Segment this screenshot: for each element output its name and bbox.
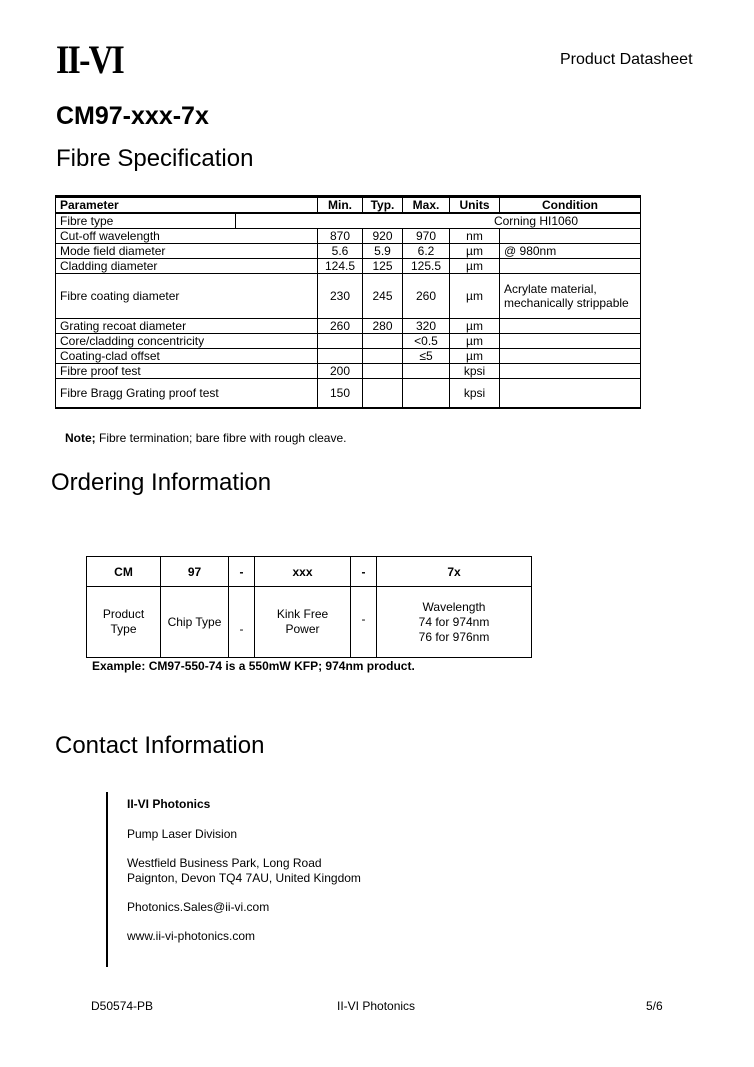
footer-page-number: 5/6 xyxy=(646,999,663,1013)
cell-units: kpsi xyxy=(450,379,500,409)
cell-parameter: Mode field diameter xyxy=(56,244,318,259)
table-header-row xyxy=(56,197,641,214)
cell-min: 150 xyxy=(318,379,363,409)
cell-typ: 125 xyxy=(363,259,403,274)
order-desc-cell: Wavelength 74 for 974nm 76 for 976nm xyxy=(377,587,532,658)
table-row xyxy=(56,274,641,319)
spec-note xyxy=(65,431,346,445)
note-text: Fibre termination; bare fibre with rough cleave. xyxy=(95,431,347,445)
cell-parameter: Coating-clad offset xyxy=(56,349,318,364)
cell-parameter: Fibre coating diameter xyxy=(56,274,318,319)
table-row xyxy=(56,364,641,379)
footer-doc-number: D50574-PB xyxy=(91,999,154,1013)
cell-condition xyxy=(500,229,641,244)
table-row xyxy=(56,229,641,244)
table-row xyxy=(56,334,641,349)
cell-min: 870 xyxy=(318,229,363,244)
cell-parameter: Fibre proof test xyxy=(56,364,318,379)
cell-condition xyxy=(500,349,641,364)
col-header-condition: Condition xyxy=(500,197,641,214)
cell-typ xyxy=(363,349,403,364)
cell-typ: 245 xyxy=(363,274,403,319)
doc-type-label: Product Datasheet xyxy=(560,51,693,68)
fibre-type-label: Fibre type xyxy=(56,213,236,229)
cell-parameter: Grating recoat diameter xyxy=(56,319,318,334)
cell-max: <0.5 xyxy=(403,334,450,349)
col-header-parameter: Parameter xyxy=(56,197,318,214)
cell-max: 970 xyxy=(403,229,450,244)
cell-condition xyxy=(500,379,641,409)
col-header-max: Max. xyxy=(403,197,450,214)
cell-parameter: Cladding diameter xyxy=(56,259,318,274)
cell-max: 320 xyxy=(403,319,450,334)
cell-condition xyxy=(500,364,641,379)
contact-divider xyxy=(106,792,108,967)
cell-typ: 280 xyxy=(363,319,403,334)
ordering-code-table xyxy=(86,556,532,658)
col-header-typ: Typ. xyxy=(363,197,403,214)
contact-address-line1: Westfield Business Park, Long Road xyxy=(127,856,322,870)
cell-units: µm xyxy=(450,334,500,349)
col-header-units: Units xyxy=(450,197,500,214)
table-row xyxy=(56,379,641,409)
order-code-cell: - xyxy=(229,557,255,587)
ordering-example: Example: CM97-550-74 is a 550mW KFP; 974nm product. xyxy=(92,659,415,673)
contact-division: Pump Laser Division xyxy=(127,827,238,841)
table-row xyxy=(56,259,641,274)
contact-company: II-VI Photonics xyxy=(127,797,211,811)
cell-units: µm xyxy=(450,349,500,364)
cell-typ xyxy=(363,334,403,349)
cell-max: 125.5 xyxy=(403,259,450,274)
cell-min: 200 xyxy=(318,364,363,379)
cell-condition: @ 980nm xyxy=(500,244,641,259)
cell-max: 6.2 xyxy=(403,244,450,259)
cell-max: ≤5 xyxy=(403,349,450,364)
col-header-min: Min. xyxy=(318,197,363,214)
cell-units: µm xyxy=(450,319,500,334)
footer-company: II-VI Photonics xyxy=(337,999,416,1013)
order-code-cell: xxx xyxy=(255,557,351,587)
order-code-cell: - xyxy=(351,557,377,587)
contact-website: www.ii-vi-photonics.com xyxy=(127,929,256,943)
cell-condition xyxy=(500,259,641,274)
table-row xyxy=(56,349,641,364)
order-desc-cell: - xyxy=(351,587,377,658)
cell-max: 260 xyxy=(403,274,450,319)
product-title: CM97-xxx-7x xyxy=(56,102,209,130)
fibre-spec-table xyxy=(55,195,641,409)
cell-typ xyxy=(363,364,403,379)
cell-condition: Acrylate material, mechanically strippable xyxy=(500,274,641,319)
cell-condition xyxy=(500,319,641,334)
cell-condition xyxy=(500,334,641,349)
cell-min: 230 xyxy=(318,274,363,319)
cell-max xyxy=(403,379,450,409)
cell-min xyxy=(318,334,363,349)
order-code-cell: CM xyxy=(87,557,161,587)
order-code-cell: 7x xyxy=(377,557,532,587)
order-desc-cell: - xyxy=(229,587,255,658)
company-logo: II-VI xyxy=(56,37,124,82)
order-code-row xyxy=(87,557,532,587)
cell-typ: 920 xyxy=(363,229,403,244)
contact-email: Photonics.Sales@ii-vi.com xyxy=(127,900,270,914)
order-code-cell: 97 xyxy=(161,557,229,587)
table-row xyxy=(56,213,641,229)
table-row xyxy=(56,244,641,259)
note-label: Note; xyxy=(65,431,96,445)
contact-address-line2: Paignton, Devon TQ4 7AU, United Kingdom xyxy=(127,871,361,885)
cell-min: 5.6 xyxy=(318,244,363,259)
order-desc-cell: Chip Type xyxy=(161,587,229,658)
cell-typ xyxy=(363,379,403,409)
cell-min: 124.5 xyxy=(318,259,363,274)
cell-max xyxy=(403,364,450,379)
ordering-info-title: Ordering Information xyxy=(51,469,272,496)
fibre-spec-title: Fibre Specification xyxy=(56,145,254,172)
order-desc-cell: Kink Free Power xyxy=(255,587,351,658)
cell-typ: 5.9 xyxy=(363,244,403,259)
order-desc-cell: Product Type xyxy=(87,587,161,658)
cell-min: 260 xyxy=(318,319,363,334)
cell-units: µm xyxy=(450,259,500,274)
cell-parameter: Core/cladding concentricity xyxy=(56,334,318,349)
cell-min xyxy=(318,349,363,364)
cell-units: µm xyxy=(450,274,500,319)
table-row xyxy=(56,319,641,334)
cell-units: kpsi xyxy=(450,364,500,379)
contact-info-title: Contact Information xyxy=(55,732,265,759)
cell-units: nm xyxy=(450,229,500,244)
fibre-type-value: Corning HI1060 xyxy=(236,213,641,229)
order-desc-row xyxy=(87,587,532,658)
cell-parameter: Fibre Bragg Grating proof test xyxy=(56,379,318,409)
cell-units: µm xyxy=(450,244,500,259)
cell-parameter: Cut-off wavelength xyxy=(56,229,318,244)
